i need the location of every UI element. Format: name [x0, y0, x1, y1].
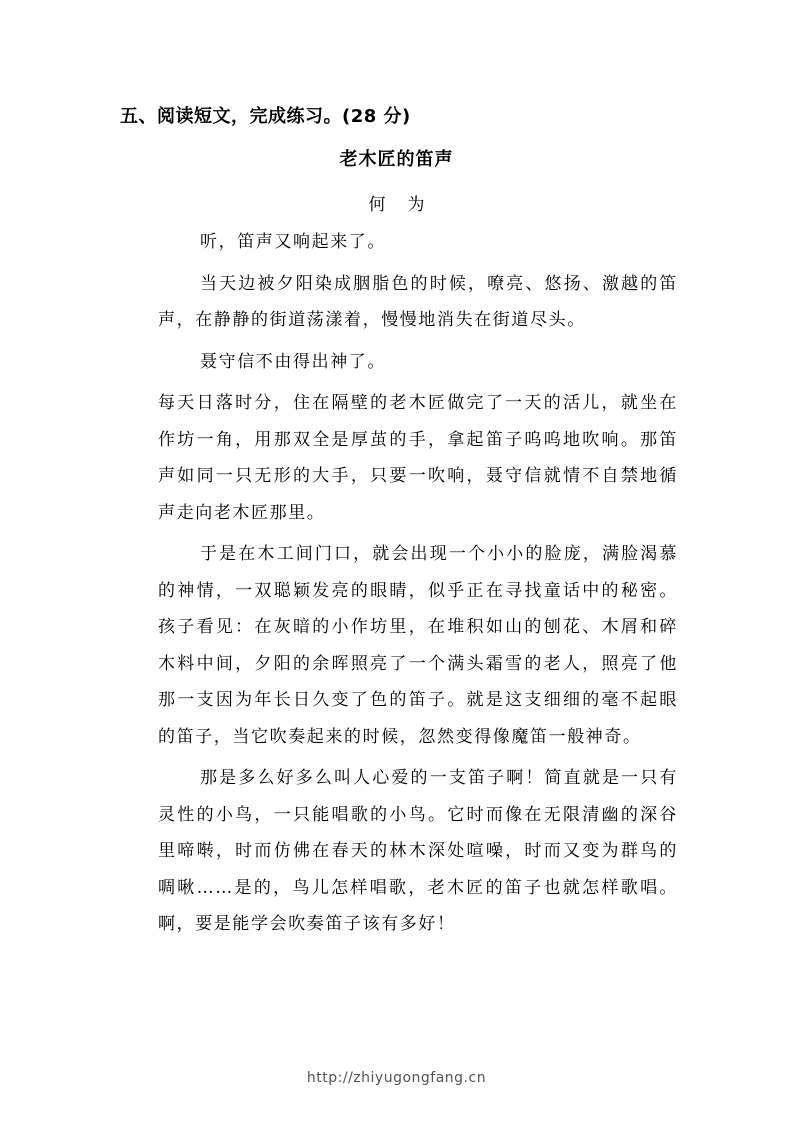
article-body [158, 224, 678, 948]
paragraph: 于是在木工间门口，就会出现一个小小的脸庞，满脸渴慕的神情，一双聪颖发亮的眼睛，似乎正在寻找童话中的秘密。孩子看见：在灰暗的小作坊里，在堆积如山的刨花、木屑和碎木料中间，夕阳的余晖照亮了一个满头霜雪的老人，照亮了他那一支因为年长日久变了色的笛子。就是这支细细的毫不起眼的笛子，当它吹奏起来的时候，忽然变得像魔笛一般神奇。 [158, 544, 678, 747]
paragraph: 当天边被夕阳染成胭脂色的时候，嘹亮、悠扬、激越的笛声，在静静的街道荡漾着，慢慢地消失在街道尽头。 [158, 273, 678, 330]
paragraph: 每天日落时分，住在隔壁的老木匠做完了一天的活儿，就坐在作坊一角，用那双全是厚茧的手，拿起笛子呜呜地吹响。那笛声如同一只无形的大手，只要一吹响，聂守信就情不自禁地循声走向老木匠那里。 [158, 393, 678, 523]
article-author: 何为 [368, 195, 447, 215]
footer-url: http://zhiyugongfang.cn [306, 1070, 487, 1086]
article-title: 老木匠的笛声 [339, 149, 454, 170]
section-title: 五、阅读短文，完成练习。(28 分) [120, 106, 411, 127]
paragraph: 聂守信不由得出神了。 [200, 351, 386, 372]
paragraph: 听，笛声又响起来了。 [200, 232, 386, 252]
paragraph: 那是多么好多么叫人心爱的一支笛子啊！简直就是一只有灵性的小鸟，一只能唱歌的小鸟。它时而像在无限清幽的深谷里啼啭，时而仿佛在春天的林木深处喧噪，时而又变为群鸟的啁啾……是的，鸟儿怎样唱歌，老木匠的笛子也就怎样歌唱。啊，要是能学会吹奏笛子该有多好！ [158, 768, 678, 934]
